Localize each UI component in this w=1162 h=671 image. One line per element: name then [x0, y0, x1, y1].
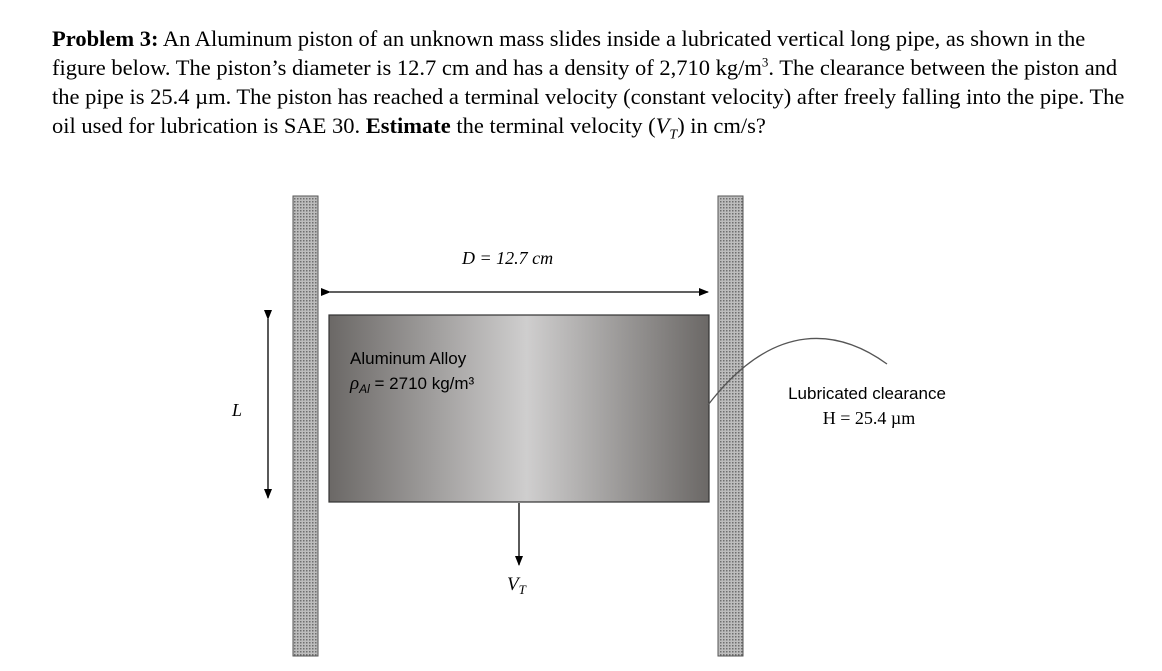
piston	[329, 315, 709, 502]
problem-label: Problem 3:	[52, 26, 159, 51]
clearance-value: H = 25.4 µm	[822, 408, 916, 428]
left-pipe-wall	[293, 196, 318, 656]
velocity-symbol: V	[507, 574, 519, 595]
problem-variable-subscript: T	[669, 127, 678, 143]
problem-variable: V	[655, 113, 670, 138]
problem-text-2: . The clearance between the piston and the pipe is 25.4 µm. The piston has reached a terminal velocity (constant velocity) after freely falling into the pipe. The oil used for lubrication is SAE 30.	[52, 55, 1125, 138]
problem-text-4: ) in cm/s?	[677, 113, 766, 138]
clearance-label: Lubricated clearance	[788, 384, 946, 403]
problem-emphasis: Estimate	[365, 113, 451, 138]
density-subscript: Al	[359, 382, 370, 396]
problem-text-3: the terminal velocity (	[450, 113, 656, 138]
problem-text-1: An Aluminum piston of an unknown mass slides inside a lubricated vertical long pipe, as shown in the figure below. The piston’s diameter is 12.7 cm and has a density of 2,710 kg/m	[52, 26, 1086, 80]
length-label: L	[232, 400, 243, 420]
velocity-label	[507, 574, 527, 597]
velocity-subscript: T	[518, 582, 526, 597]
density-value: = 2710 kg/m³	[369, 374, 475, 393]
problem-sup-1: 3	[761, 54, 769, 70]
diameter-label: D = 12.7 cm	[462, 248, 554, 268]
right-pipe-wall	[718, 196, 743, 656]
density-symbol: ρ	[350, 373, 360, 394]
material-label: Aluminum Alloy	[350, 349, 467, 368]
